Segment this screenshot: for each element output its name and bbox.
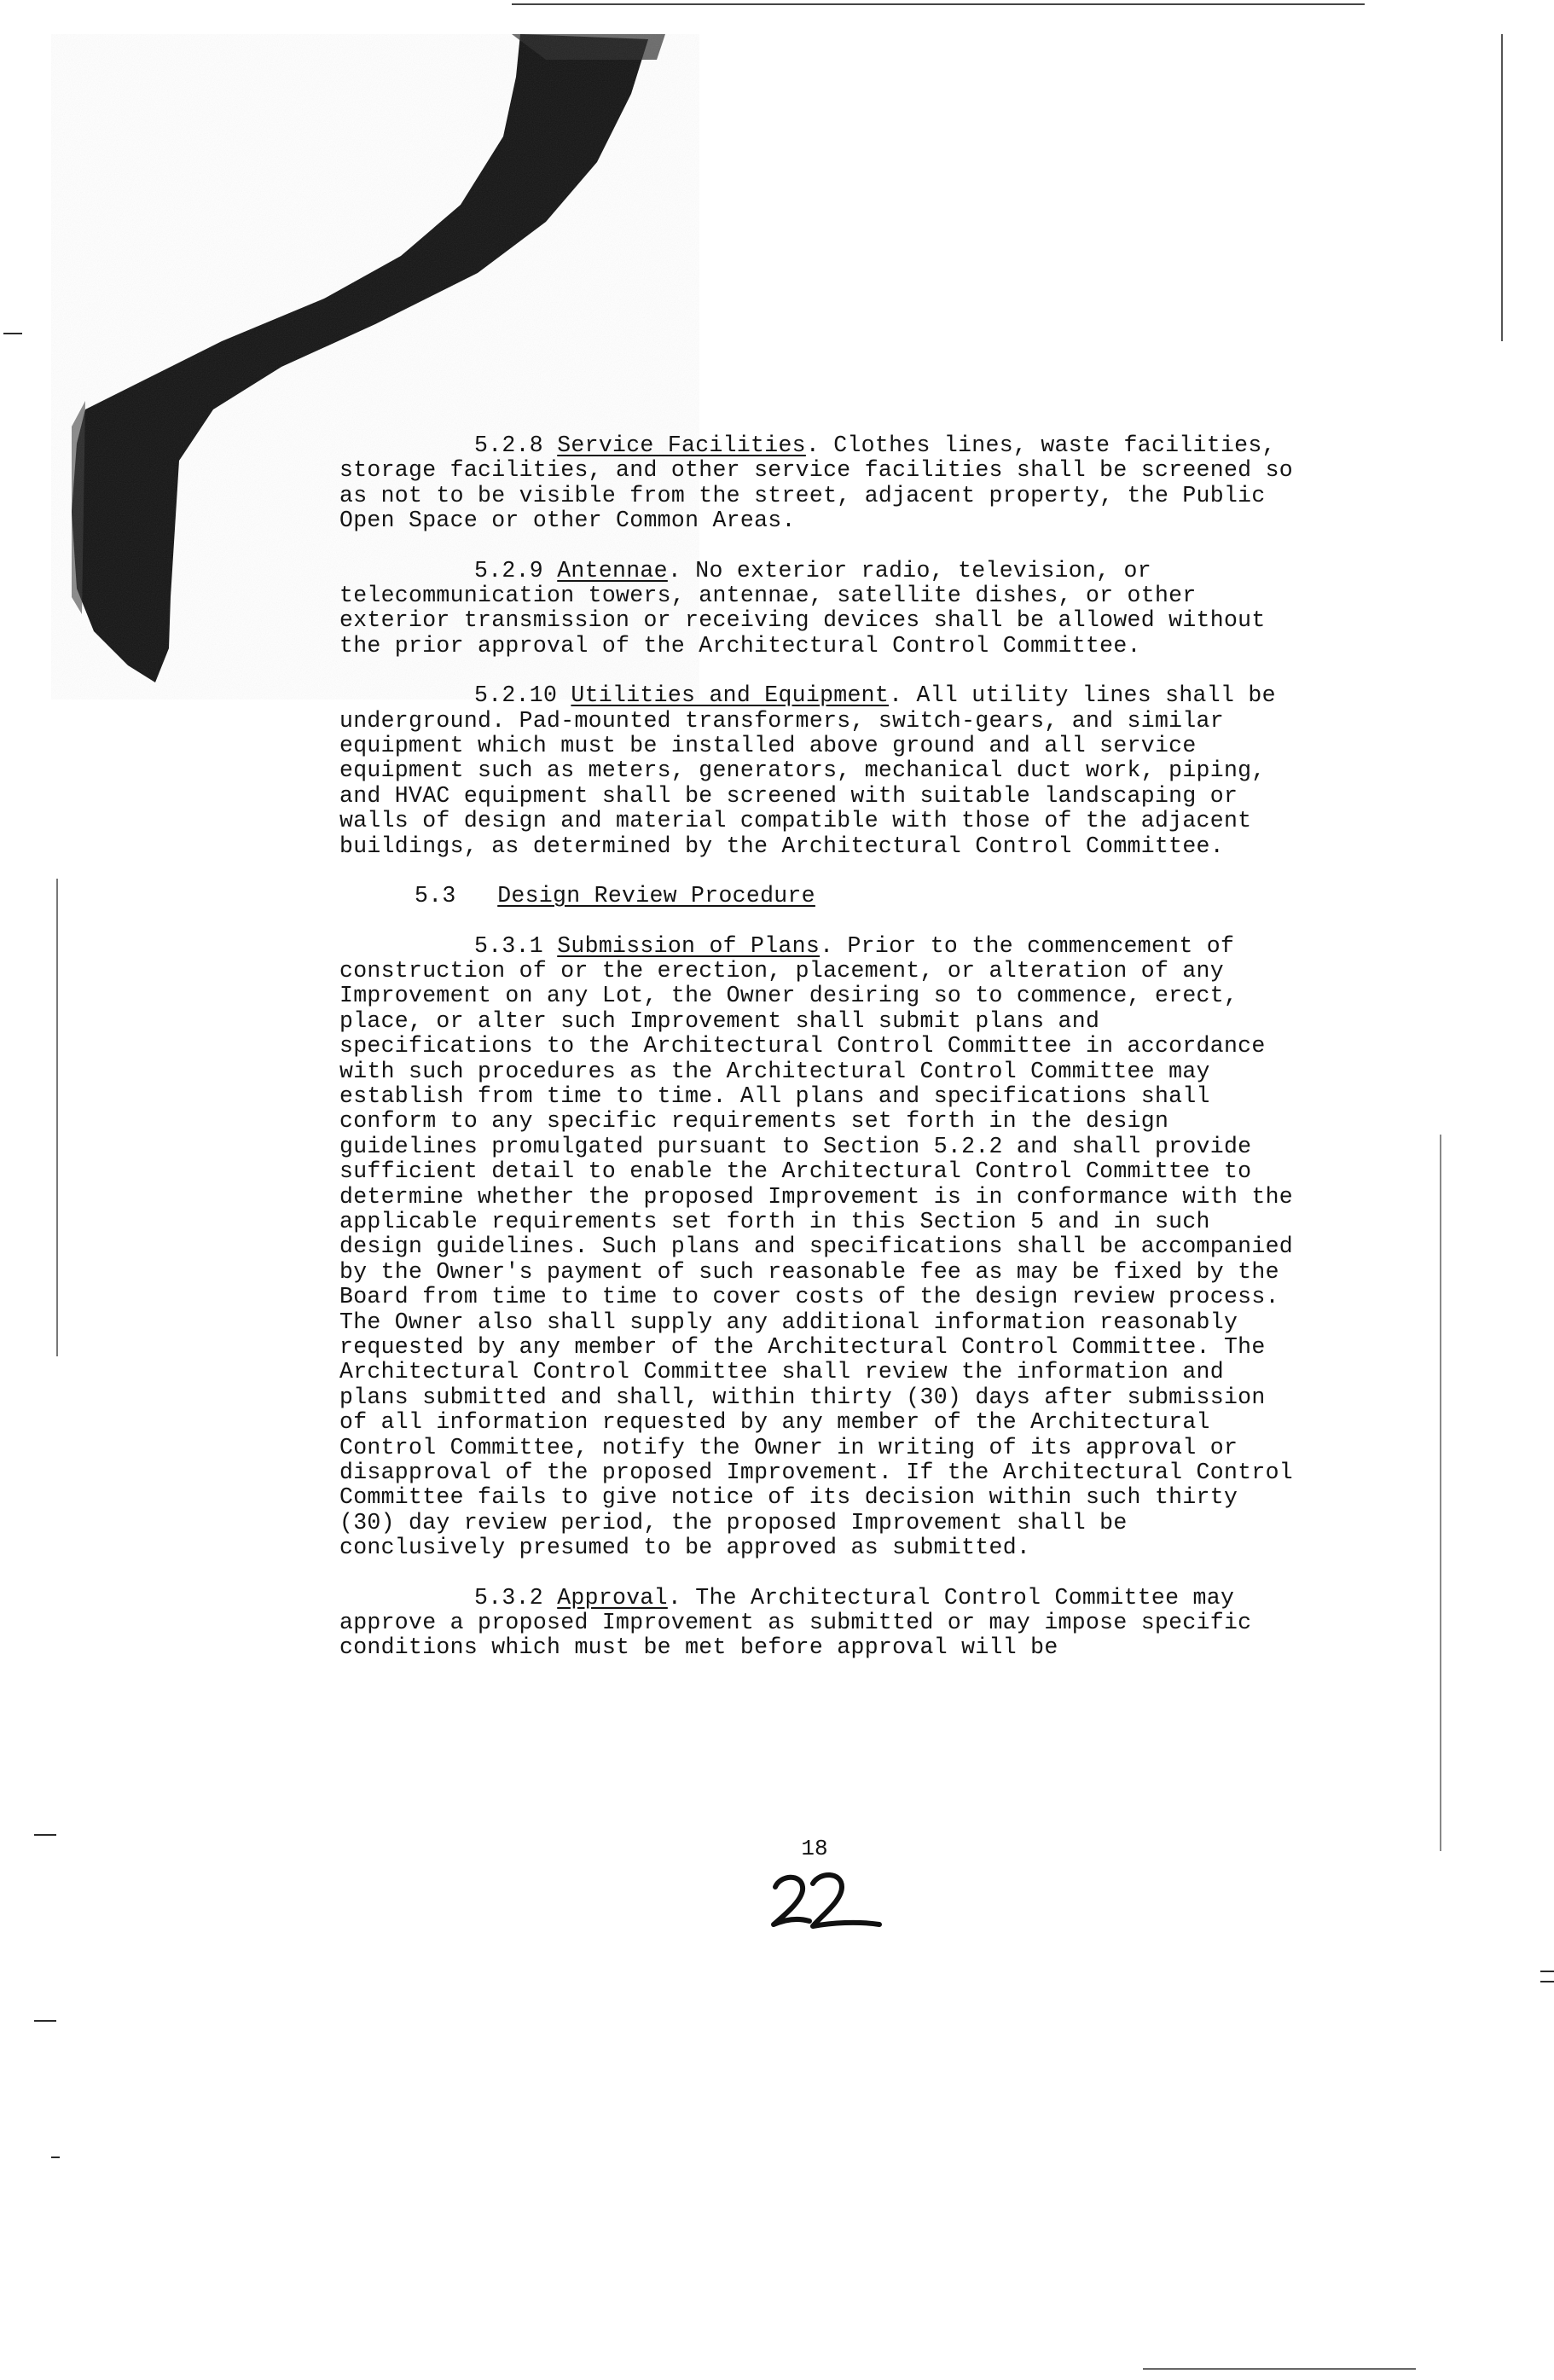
document-body (339, 432, 1308, 1686)
page-number: 18 (801, 1836, 828, 1861)
margin-tick (34, 2020, 56, 2022)
margin-rule (1501, 34, 1503, 341)
handwritten-page-number (763, 1861, 883, 1938)
margin-tick (3, 333, 22, 334)
section-5-3 (339, 884, 1303, 908)
margin-tick (1540, 1971, 1554, 1972)
section-number: 5.3 (415, 883, 456, 909)
section-heading: Approval (557, 1584, 668, 1611)
section-text: Prior to the commencement of construction of or the erection, placement, or alteration of any Improvement on any Lot, the Owner desiring so to commence, erect, place, or alter such Improvement shall submit plans and specifications to the Architectural Control Committee in accordance with such procedures as the Architectural Control Committee may establish from time to time. All plans and specifications shall conform to any specific requirements set forth in the design guidelines promulgated pursuant to Section 5.2.2 and shall provide sufficient detail to enable the Architectural Control Committee to determine whether the proposed Improvement is in conformance with the applicable requirements set forth in this Section 5 and in such design guidelines. Such plans and specifications shall be accompanied by the Owner's payment of such reasonable fee as may be fixed by the Board from time to time to cover costs of the design review process. The Owner also shall supply any additional information reasonably requested by any member of the Architectural Control Committee. The Architectural Control Committee shall review the information and plans submitted and shall, within thirty (30) days after submission of all information requested by any member of the Architectural Control Committee, notify the Owner in writing of its approval or disapproval of the proposed Improvement. If the Architectural Control Committee fails to give notice of its decision within such thirty (30) day review period, the proposed Improvement shall be conclusively presumed to be approved as submitted. (339, 932, 1308, 1561)
margin-rule (56, 879, 58, 1356)
section-number: 5.2.10 (474, 682, 558, 709)
section-5-2-10: 5.2.10 Utilities and Equipment. All utility lines shall be underground. Pad-mounted transformers, switch-gears, and similar equipment which must be installed above ground and all service equipment such as meters, generators, mechanical duct work, piping, and HVAC equipment shall be screened with suitable landscaping or walls of design and material compatible with those of the adjacent buildings, as determined by the Architectural Control Committee. (339, 682, 1290, 859)
top-edge-rule (512, 3, 1365, 5)
section-heading: Antennae (557, 557, 668, 583)
section-heading: Submission of Plans (557, 932, 820, 959)
section-number: 5.3.2 (474, 1584, 544, 1611)
bottom-edge-rule (1143, 2368, 1416, 2370)
section-text: No exterior radio, television, or telecommunication towers, antennae, satellite dishes, or other exterior transmission or receiving devices shall be allowed without the prior approval of the Architectural Control Committee. (339, 557, 1279, 659)
section-5-2-8: 5.2.8 Service Facilities. Clothes lines, waste facilities, storage facilities, and other service facilities shall be screened so as not to be visible from the street, adjacent property, the Public Open Space or other Common Areas. (339, 432, 1308, 534)
section-number: 5.2.8 (474, 432, 544, 458)
section-heading: Service Facilities (557, 432, 806, 458)
section-5-2-9: 5.2.9 Antennae. No exterior radio, television, or telecommunication towers, antennae, satellite dishes, or other exterior transmission or receiving devices shall be allowed without the prior approval of the Architectural Control Committee. (339, 557, 1279, 659)
section-number: 5.3.1 (474, 932, 544, 959)
margin-tick (1540, 1981, 1554, 1982)
section-text: Clothes lines, waste facilities, storage facilities, and other service facilities shall be screened so as not to be visible from the street, adjacent property, the Public Open Space or other Common Areas. (339, 432, 1308, 534)
section-number: 5.2.9 (474, 557, 544, 583)
section-heading: Utilities and Equipment (571, 682, 890, 709)
margin-tick (51, 2157, 60, 2158)
margin-rule (1440, 1135, 1441, 1851)
section-5-3-1: 5.3.1 Submission of Plans. Prior to the commencement of construction of or the erection, placement, or alteration of any Improvement on any Lot, the Owner desiring so to commence, erect, place, or alter such Improvement shall submit plans and specifications to the Architectural Control Committee in accordance with such procedures as the Architectural Control Committee may establish from time to time. All plans and specifications shall conform to any specific requirements set forth in the design guidelines promulgated pursuant to Section 5.2.2 and shall provide sufficient detail to enable the Architectural Control Committee to determine whether the proposed Improvement is in conformance with the applicable requirements set forth in this Section 5 and in such design guidelines. Such plans and specifications shall be accompanied by the Owner's payment of such reasonable fee as may be fixed by the Board from time to time to cover costs of the design review process. The Owner also shall supply any additional information reasonably requested by any member of the Architectural Control Committee. The Architectural Control Committee shall review the information and plans submitted and shall, within thirty (30) days after submission of all information requested by any member of the Architectural Control Committee, notify the Owner in writing of its approval or disapproval of the proposed Improvement. If the Architectural Control Committee fails to give notice of its decision within such thirty (30) day review period, the proposed Improvement shall be conclusively presumed to be approved as submitted. (339, 932, 1308, 1561)
section-5-3-2: 5.3.2 Approval. The Architectural Control Committee may approve a proposed Improvement as submitted or may impose specific conditions which must be met before approval will be (339, 1584, 1266, 1661)
section-text: The Architectural Control Committee may approve a proposed Improvement as submitted or may impose specific conditions which must be met before approval will be (339, 1584, 1266, 1661)
section-text: All utility lines shall be underground. Pad-mounted transformers, switch-gears, and similar equipment which must be installed above ground and all service equipment such as meters, generators, mechanical duct work, piping, and HVAC equipment shall be screened with suitable landscaping or walls of design and material compatible with those of the adjacent buildings, as determined by the Architectural Control Committee. (339, 682, 1290, 859)
section-heading: Design Review Procedure (497, 883, 815, 909)
